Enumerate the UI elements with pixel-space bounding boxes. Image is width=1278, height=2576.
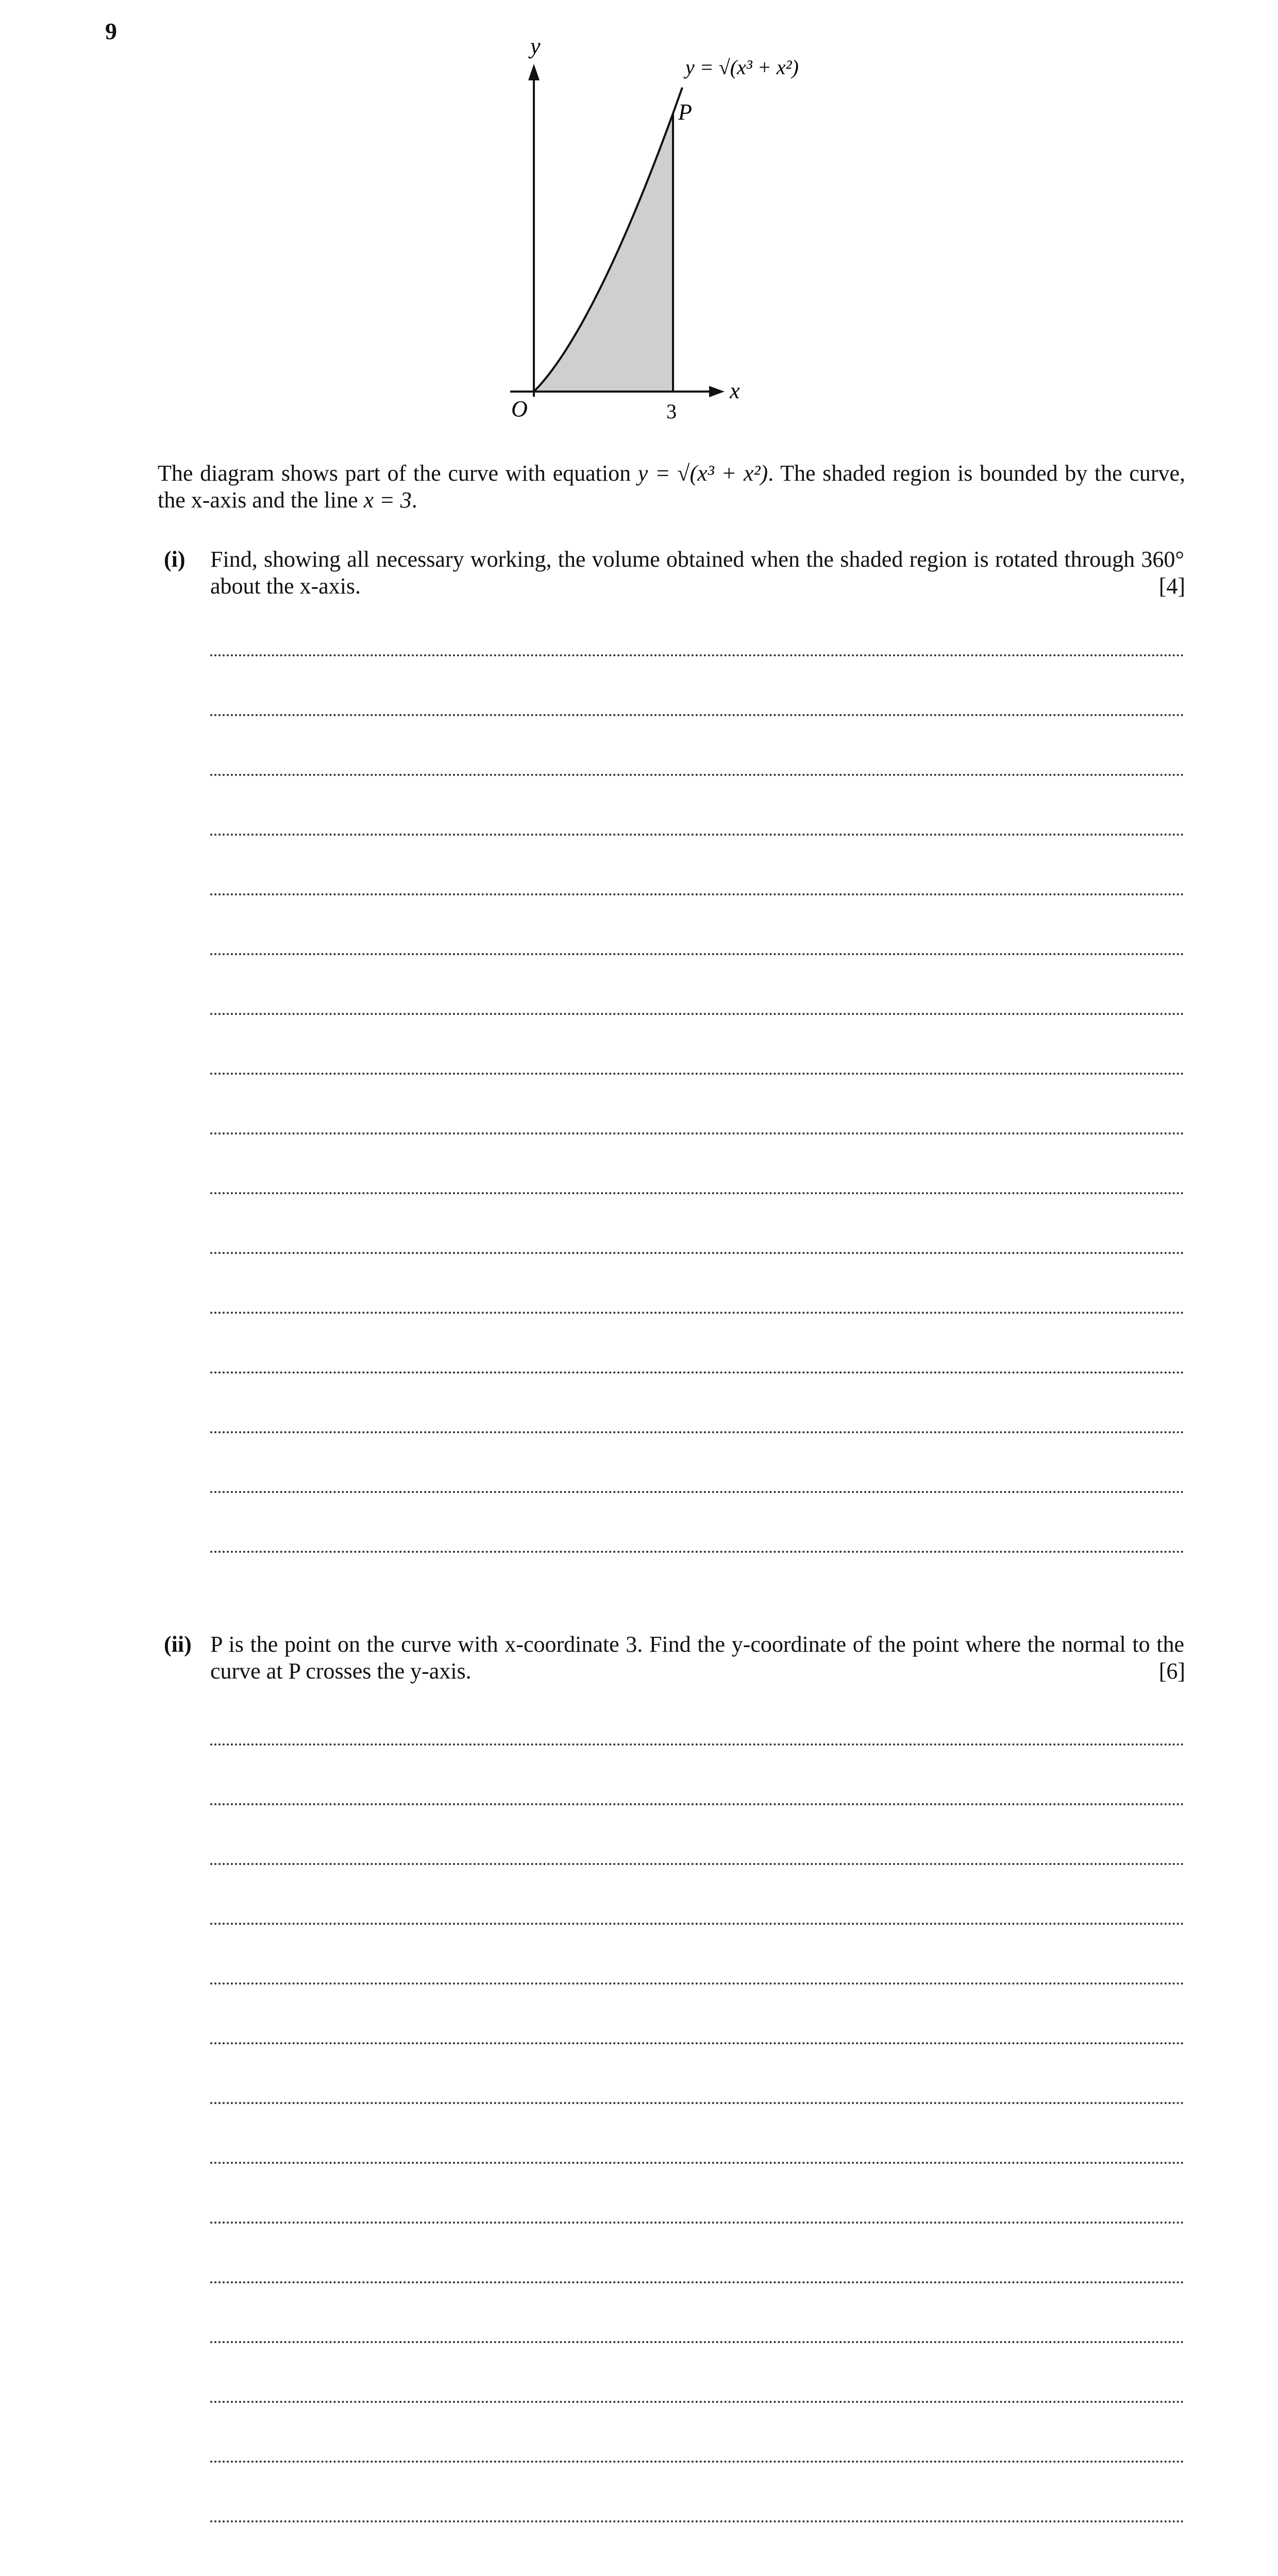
- answer-line[interactable]: [210, 1863, 1184, 1865]
- answer-line[interactable]: [210, 2401, 1184, 2403]
- answer-line[interactable]: [210, 774, 1184, 776]
- intro-equation: y = √(x³ + x²): [637, 461, 768, 486]
- answer-line[interactable]: [210, 2281, 1184, 2283]
- answer-line[interactable]: [210, 714, 1184, 716]
- x-axis-label: x: [730, 378, 740, 403]
- answer-line[interactable]: [210, 1312, 1184, 1314]
- x-tick-label: 3: [666, 400, 677, 423]
- answer-line[interactable]: [210, 1743, 1184, 1745]
- part-i-label: (i): [164, 547, 186, 572]
- answer-line[interactable]: [210, 1803, 1184, 1805]
- answer-line[interactable]: [210, 1013, 1184, 1015]
- question-number: 9: [105, 18, 117, 44]
- answer-line[interactable]: [210, 1431, 1184, 1433]
- answer-line[interactable]: [210, 1923, 1184, 1925]
- answer-line[interactable]: [210, 834, 1184, 836]
- answer-line[interactable]: [210, 1192, 1184, 1194]
- intro-x-axis: x-axis: [191, 487, 247, 513]
- answer-line[interactable]: [210, 1252, 1184, 1254]
- answer-line[interactable]: [210, 1551, 1184, 1553]
- part-ii-label: (ii): [164, 1632, 192, 1657]
- answer-line[interactable]: [210, 654, 1184, 656]
- question-intro: The diagram shows part of the curve with equation y = √(x³ + x²). The shaded region is bounded by the curve, the x-axis and the line x = 3.: [158, 461, 1186, 513]
- answer-line[interactable]: [210, 893, 1184, 895]
- y-axis-arrow: [528, 64, 540, 80]
- answer-line[interactable]: [210, 2102, 1184, 2104]
- answer-line[interactable]: [210, 2222, 1184, 2224]
- point-label: P: [678, 99, 692, 125]
- y-axis-label: y: [530, 33, 541, 59]
- answer-line[interactable]: [210, 1371, 1184, 1374]
- origin-label: O: [511, 396, 528, 421]
- x-axis-arrow: [709, 386, 725, 397]
- answer-line[interactable]: [210, 2341, 1184, 2343]
- part-i-marks: [4]: [1158, 573, 1185, 599]
- answer-line[interactable]: [210, 1132, 1184, 1134]
- answer-line[interactable]: [210, 1491, 1184, 1493]
- answer-line[interactable]: [210, 1073, 1184, 1075]
- curve-diagram: [490, 31, 861, 433]
- intro-line-equation: x = 3: [363, 487, 412, 513]
- part-i-text: Find, showing all necessary working, the volume obtained when the shaded region is rotated through 360° about the x-axis.: [210, 547, 1184, 599]
- answer-line[interactable]: [210, 953, 1184, 955]
- answer-line[interactable]: [210, 2461, 1184, 2463]
- part-ii-marks: [6]: [1158, 1658, 1185, 1684]
- answer-line[interactable]: [210, 2162, 1184, 2164]
- answer-line[interactable]: [210, 1982, 1184, 1985]
- shaded-region: [534, 113, 673, 392]
- answer-line[interactable]: [210, 2520, 1184, 2522]
- answer-line[interactable]: [210, 2042, 1184, 2044]
- curve-equation-label: y = √(x³ + x²): [685, 56, 799, 79]
- part-ii-text: P is the point on the curve with x-coordinate 3. Find the y-coordinate of the point where the normal to the curve at P crosses the y-axis.: [210, 1632, 1184, 1684]
